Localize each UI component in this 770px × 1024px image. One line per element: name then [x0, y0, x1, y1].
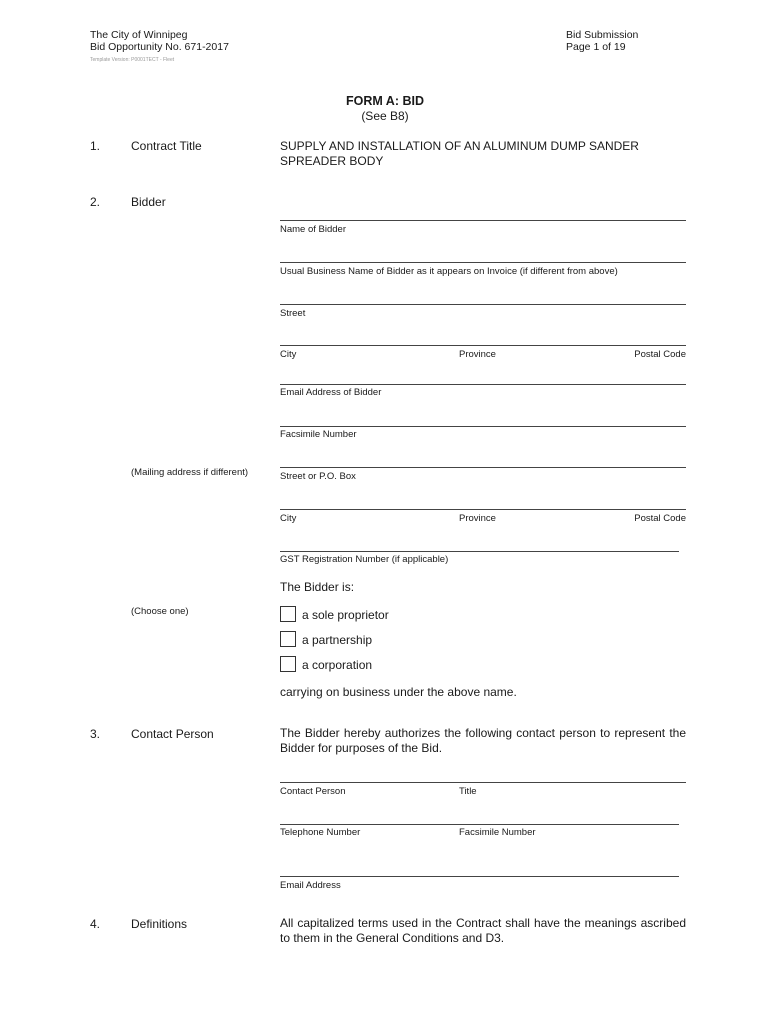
bidder-name-caption: Name of Bidder	[280, 224, 347, 235]
form-subtitle: (See B8)	[361, 109, 409, 123]
gst-field[interactable]	[280, 551, 679, 552]
mailing-address-note: (Mailing address if different)	[131, 467, 249, 478]
postal-code-caption: Postal Code	[634, 349, 686, 360]
section-3-label: Contact Person	[131, 727, 214, 741]
mailing-city-field[interactable]	[280, 509, 686, 510]
contact-person-field[interactable]	[280, 782, 686, 783]
template-version: Template Version: P0001TECT - Fleet	[90, 57, 175, 63]
fax-caption: Facsimile Number	[280, 429, 357, 440]
sole-proprietor-checkbox[interactable]	[280, 606, 296, 622]
corporation-checkbox[interactable]	[280, 656, 296, 672]
header-org: The City of Winnipeg	[90, 29, 188, 41]
definitions-text: All capitalized terms used in the Contract shall have the meanings ascribed to them in the General Conditions and D3.	[280, 916, 686, 945]
telephone-caption: Telephone Number	[280, 827, 361, 838]
section-2-label: Bidder	[131, 195, 166, 209]
contact-person-caption: Contact Person	[280, 786, 346, 797]
mailing-street-caption: Street or P.O. Box	[280, 471, 356, 482]
form-title: FORM A: BID	[346, 94, 424, 108]
carrying-on-business-text: carrying on business under the above name.	[280, 685, 517, 699]
corporation-label: a corporation	[302, 658, 373, 672]
usual-business-name-caption: Usual Business Name of Bidder as it appears on Invoice (if different from above)	[280, 266, 618, 277]
city-caption: City	[280, 349, 297, 360]
section-1-number: 1.	[90, 139, 101, 153]
contact-email-caption: Email Address	[280, 880, 341, 891]
section-4-label: Definitions	[131, 917, 188, 931]
gst-caption: GST Registration Number (if applicable)	[280, 554, 449, 565]
contact-fax-caption: Facsimile Number	[459, 827, 536, 838]
contact-authorization-text: The Bidder hereby authorizes the following contact person to represent the Bidder for purposes of the Bid.	[280, 726, 686, 755]
mailing-street-field[interactable]	[280, 467, 686, 468]
contact-email-field[interactable]	[280, 876, 679, 877]
fax-field[interactable]	[280, 426, 686, 427]
province-caption: Province	[459, 349, 496, 360]
usual-business-name-field[interactable]	[280, 262, 686, 263]
street-field[interactable]	[280, 304, 686, 305]
contract-title-line-2: SPREADER BODY	[280, 154, 384, 168]
choose-one-note: (Choose one)	[131, 606, 189, 617]
section-2-number: 2.	[90, 195, 101, 209]
bidder-is-label: The Bidder is:	[280, 580, 355, 594]
header-submission: Bid Submission	[566, 29, 639, 41]
telephone-field[interactable]	[280, 824, 679, 825]
mailing-province-caption: Province	[459, 513, 496, 524]
header-bid-number: Bid Opportunity No. 671-2017	[90, 41, 229, 53]
partnership-label: a partnership	[302, 633, 373, 647]
street-caption: Street	[280, 308, 306, 319]
section-4-number: 4.	[90, 917, 101, 931]
sole-proprietor-label: a sole proprietor	[302, 608, 389, 622]
contract-title-line-1: SUPPLY AND INSTALLATION OF AN ALUMINUM DUMP SANDER	[280, 139, 639, 153]
email-caption: Email Address of Bidder	[280, 387, 382, 398]
section-3-number: 3.	[90, 727, 101, 741]
contact-title-caption: Title	[459, 786, 477, 797]
mailing-city-caption: City	[280, 513, 297, 524]
bidder-name-field[interactable]	[280, 220, 686, 221]
page-number: Page 1 of 19	[566, 41, 626, 53]
city-province-postal-field[interactable]	[280, 345, 686, 346]
partnership-checkbox[interactable]	[280, 631, 296, 647]
section-1-label: Contract Title	[131, 139, 202, 153]
mailing-postal-code-caption: Postal Code	[634, 513, 686, 524]
email-field[interactable]	[280, 384, 686, 385]
